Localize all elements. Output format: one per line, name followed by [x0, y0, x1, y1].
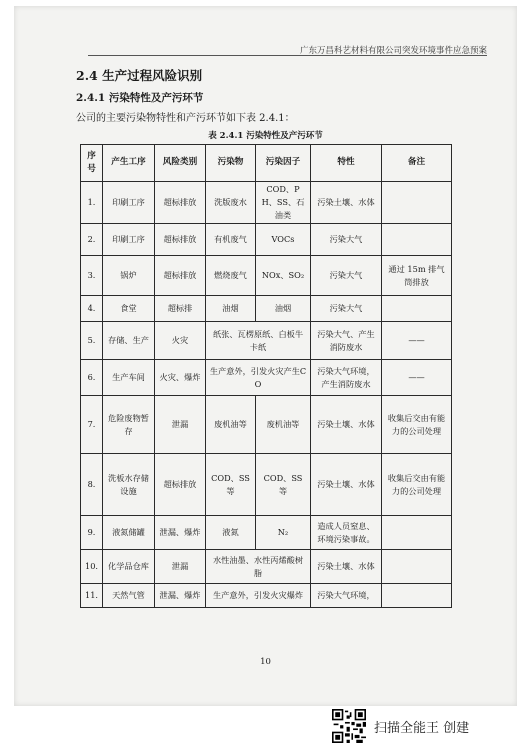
table-cell: 污染土壤、水体 [311, 182, 382, 224]
table-cell: 污染大气环境，产生消防废水 [311, 360, 382, 396]
table-row [81, 454, 452, 516]
scanner-watermark [332, 707, 469, 745]
table-cell: —— [382, 360, 452, 396]
table-cell: 水性油墨、水性丙烯酸树脂 [206, 550, 311, 584]
table-cell: 液氮 [206, 516, 256, 550]
table-row [81, 584, 452, 608]
table-cell: 火灾 [155, 322, 206, 360]
table-cell: 污染大气 [311, 256, 382, 296]
table-row [81, 224, 452, 256]
table-cell: 5. [81, 322, 103, 360]
table-cell: 天然气管 [103, 584, 155, 608]
table-cell: 通过 15m 排气筒排放 [382, 256, 452, 296]
table-cell: 印刷工序 [103, 182, 155, 224]
table-cell: 洗板水存储设施 [103, 454, 155, 516]
header-cell: 污染因子 [256, 145, 311, 182]
table-cell [382, 584, 452, 608]
table-cell: 燃烧废气 [206, 256, 256, 296]
table-cell [382, 182, 452, 224]
table-caption: 表 2.4.1 污染特性及产污环节 [208, 131, 323, 141]
table-row [81, 550, 452, 584]
table-row [81, 256, 452, 296]
table-cell: 收集后交由有能力的公司处理 [382, 454, 452, 516]
header-cell: 污染物 [206, 145, 256, 182]
table-cell: 污染大气环境， [311, 584, 382, 608]
table-cell: 超标排放 [155, 182, 206, 224]
table-cell: 泄漏 [155, 550, 206, 584]
table-cell: NOx、SO₂ [256, 256, 311, 296]
table-row [81, 360, 452, 396]
table-cell: 10. [81, 550, 103, 584]
table-cell: 泄漏、爆炸 [155, 516, 206, 550]
section-title: 2.4 生产过程风险识别 [76, 68, 203, 83]
table-cell: 1. [81, 182, 103, 224]
table-cell: 8. [81, 454, 103, 516]
table-cell: 有机废气 [206, 224, 256, 256]
table-cell: 生产意外，引发火灾爆炸 [206, 584, 311, 608]
table-cell: 废机油等 [256, 396, 311, 454]
table-cell: 纸张、瓦楞原纸、白板牛卡纸 [206, 322, 311, 360]
table-header-row [81, 145, 452, 182]
page-number: 10 [260, 657, 271, 667]
header-rule [88, 55, 487, 56]
header-cell: 备注 [382, 145, 452, 182]
table-cell: 污染土壤、水体 [311, 396, 382, 454]
table-cell: 超标排 [155, 296, 206, 322]
table-cell: 废机油等 [206, 396, 256, 454]
table-cell: 收集后交由有能力的公司处理 [382, 396, 452, 454]
pollution-table [80, 144, 452, 608]
table-cell: 2. [81, 224, 103, 256]
table-cell: 泄漏、爆炸 [155, 584, 206, 608]
table-cell: 食堂 [103, 296, 155, 322]
table-cell: 油烟 [256, 296, 311, 322]
table-cell: 超标排放 [155, 256, 206, 296]
table-cell: 9. [81, 516, 103, 550]
table-cell: 化学品仓库 [103, 550, 155, 584]
table-cell: 污染大气、产生消防废水 [311, 322, 382, 360]
table-cell: 4. [81, 296, 103, 322]
header-cell: 序号 [81, 145, 103, 182]
table-cell: COD、SS等 [206, 454, 256, 516]
table-cell: 污染大气 [311, 296, 382, 322]
table-cell: 3. [81, 256, 103, 296]
table-cell [382, 296, 452, 322]
table-cell: N₂ [256, 516, 311, 550]
table-cell: 污染土壤、水体 [311, 454, 382, 516]
table-cell: 超标排放 [155, 224, 206, 256]
table-row [81, 396, 452, 454]
table-cell: 油烟 [206, 296, 256, 322]
table-cell: COD、SS 等 [256, 454, 311, 516]
table-cell: 7. [81, 396, 103, 454]
table-row [81, 296, 452, 322]
header-cell: 产生工序 [103, 145, 155, 182]
table-cell: 超标排放 [155, 454, 206, 516]
subsection-title: 2.4.1 污染特性及产污环节 [76, 92, 204, 104]
table-row [81, 516, 452, 550]
table-cell: 生产意外，引发火灾产生CO [206, 360, 311, 396]
table-cell: 6. [81, 360, 103, 396]
table-cell: 液氮储罐 [103, 516, 155, 550]
running-header: 广东万昌科艺材料有限公司突发环境事件应急预案 [299, 46, 487, 56]
table-row [81, 322, 452, 360]
table-cell [382, 550, 452, 584]
scanner-brand-label: 扫描全能王 创建 [374, 720, 470, 736]
table-cell: 锅炉 [103, 256, 155, 296]
table-cell [382, 516, 452, 550]
intro-paragraph: 公司的主要污染物特性和产污环节如下表 2.4.1： [76, 113, 295, 124]
table-cell: 危险废物暂存 [103, 396, 155, 454]
table-cell [382, 224, 452, 256]
table-cell: VOCs [256, 224, 311, 256]
header-cell: 风险类别 [155, 145, 206, 182]
table-cell: 泄漏 [155, 396, 206, 454]
qr-code-icon [332, 709, 366, 743]
table-cell: 11. [81, 584, 103, 608]
table-cell: 印刷工序 [103, 224, 155, 256]
table-cell: 火灾、爆炸 [155, 360, 206, 396]
table-cell: 生产车间 [103, 360, 155, 396]
header-cell: 特性 [311, 145, 382, 182]
table-row [81, 182, 452, 224]
table-cell: 存储、生产 [103, 322, 155, 360]
table-cell: COD、PH、SS、石油类 [256, 182, 311, 224]
table-cell: —— [382, 322, 452, 360]
table-cell: 造成人员窒息、环境污染事故。 [311, 516, 382, 550]
table-cell: 污染土壤、水体 [311, 550, 382, 584]
table-cell: 污染大气 [311, 224, 382, 256]
table-cell: 洗版废水 [206, 182, 256, 224]
